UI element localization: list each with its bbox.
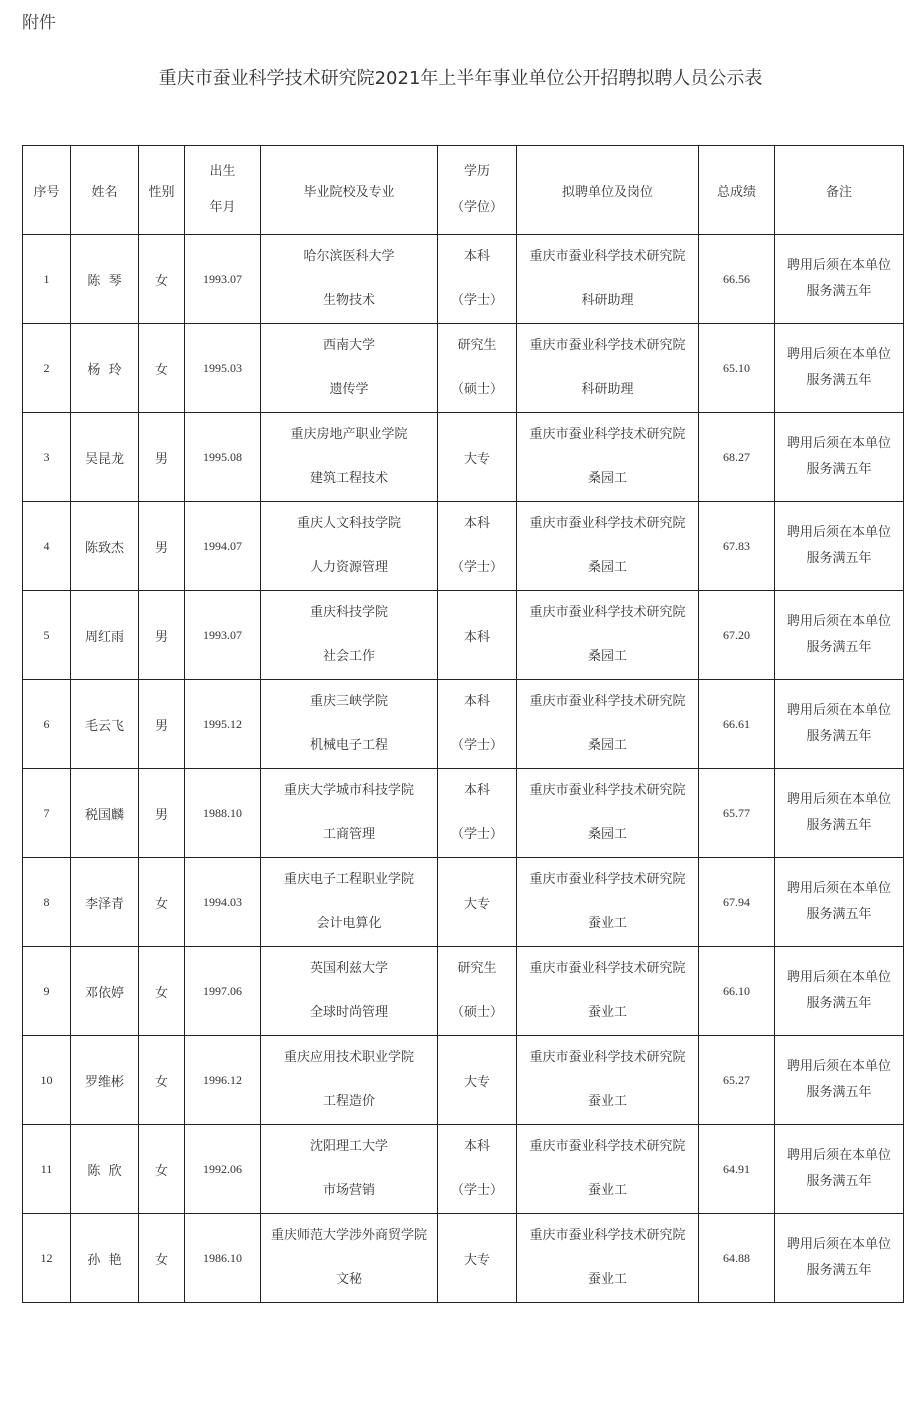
cell-note-line1: 聘用后须在本单位 xyxy=(786,1148,891,1163)
cell-major: 社会工作 xyxy=(322,649,375,664)
cell-birth: 1988.10 xyxy=(185,769,261,858)
table-row xyxy=(23,413,904,502)
cell-note-line2: 服务满五年 xyxy=(806,462,872,477)
cell-note-line1: 聘用后须在本单位 xyxy=(786,792,891,807)
cell-major: 工商管理 xyxy=(322,827,375,842)
cell-gender: 女 xyxy=(139,324,185,413)
cell-degree xyxy=(438,324,517,413)
cell-degree-level: 大专 xyxy=(463,451,490,467)
cell-degree xyxy=(438,1036,517,1125)
cell-note-line2: 服务满五年 xyxy=(806,996,872,1011)
cell-note-line1: 聘用后须在本单位 xyxy=(786,347,891,362)
cell-post: 蚕业工 xyxy=(587,1094,627,1109)
cell-school-name: 重庆大学城市科技学院 xyxy=(283,783,414,798)
cell-note-line1: 聘用后须在本单位 xyxy=(786,258,891,273)
cell-major: 全球时尚管理 xyxy=(309,1005,388,1020)
cell-name: 税国麟 xyxy=(71,769,139,858)
cell-gender: 男 xyxy=(139,413,185,502)
cell-unit-name: 重庆市蚕业科学技术研究院 xyxy=(529,427,686,442)
cell-name: 罗维彬 xyxy=(71,1036,139,1125)
cell-school-name: 重庆人文科技学院 xyxy=(296,516,401,531)
cell-school-name: 重庆师范大学涉外商贸学院 xyxy=(270,1228,427,1243)
cell-degree xyxy=(438,947,517,1036)
cell-name: 陈 琴 xyxy=(71,235,139,324)
cell-post: 蚕业工 xyxy=(587,916,627,931)
cell-degree xyxy=(438,1125,517,1214)
cell-score: 67.83 xyxy=(699,502,775,591)
cell-school xyxy=(261,769,438,858)
cell-score: 65.77 xyxy=(699,769,775,858)
cell-degree xyxy=(438,502,517,591)
cell-school xyxy=(261,858,438,947)
header-degree-line1: 学历 xyxy=(463,164,490,179)
cell-score: 66.61 xyxy=(699,680,775,769)
table-row xyxy=(23,858,904,947)
cell-gender: 女 xyxy=(139,235,185,324)
cell-post: 蚕业工 xyxy=(587,1272,627,1287)
table-row xyxy=(23,1214,904,1303)
cell-degree-level: 本科 xyxy=(463,694,490,709)
cell-degree xyxy=(438,680,517,769)
cell-index: 3 xyxy=(23,413,71,502)
cell-post: 桑园工 xyxy=(587,560,627,575)
cell-degree xyxy=(438,235,517,324)
cell-unit xyxy=(517,947,699,1036)
cell-note-line1: 聘用后须在本单位 xyxy=(786,1059,891,1074)
cell-note-line2: 服务满五年 xyxy=(806,284,872,299)
cell-unit xyxy=(517,858,699,947)
cell-unit-name: 重庆市蚕业科学技术研究院 xyxy=(529,694,686,709)
cell-major: 文秘 xyxy=(335,1272,362,1287)
page-title: 重庆市蚕业科学技术研究院2021年上半年事业单位公开招聘拟聘人员公示表 xyxy=(158,68,763,89)
header-school: 毕业院校及专业 xyxy=(261,146,438,235)
header-unit: 拟聘单位及岗位 xyxy=(517,146,699,235)
cell-school-name: 英国利兹大学 xyxy=(309,961,388,976)
cell-score: 66.10 xyxy=(699,947,775,1036)
cell-index: 4 xyxy=(23,502,71,591)
cell-school xyxy=(261,680,438,769)
cell-note xyxy=(775,680,904,769)
cell-birth: 1995.03 xyxy=(185,324,261,413)
cell-name: 邓依婷 xyxy=(71,947,139,1036)
cell-note-line1: 聘用后须在本单位 xyxy=(786,703,891,718)
cell-birth: 1992.06 xyxy=(185,1125,261,1214)
cell-unit-name: 重庆市蚕业科学技术研究院 xyxy=(529,516,686,531)
header-birth-line2: 年月 xyxy=(209,200,236,215)
cell-gender: 男 xyxy=(139,769,185,858)
table-row xyxy=(23,769,904,858)
cell-birth: 1993.07 xyxy=(185,235,261,324)
table-row xyxy=(23,1036,904,1125)
cell-name: 孙 艳 xyxy=(71,1214,139,1303)
cell-gender: 女 xyxy=(139,947,185,1036)
table-header-row xyxy=(23,146,904,235)
cell-note xyxy=(775,1036,904,1125)
cell-degree-level: 研究生 xyxy=(457,338,497,353)
cell-gender: 女 xyxy=(139,1214,185,1303)
cell-degree-level: 本科 xyxy=(463,516,490,531)
cell-major: 生物技术 xyxy=(322,293,375,308)
cell-school xyxy=(261,1214,438,1303)
cell-name: 吴昆龙 xyxy=(71,413,139,502)
cell-index: 5 xyxy=(23,591,71,680)
cell-major: 遗传学 xyxy=(329,382,369,397)
cell-note xyxy=(775,858,904,947)
table-row xyxy=(23,502,904,591)
cell-index: 6 xyxy=(23,680,71,769)
cell-birth: 1994.03 xyxy=(185,858,261,947)
cell-gender: 女 xyxy=(139,1036,185,1125)
cell-birth: 1995.12 xyxy=(185,680,261,769)
cell-unit-name: 重庆市蚕业科学技术研究院 xyxy=(529,1050,686,1065)
cell-birth: 1994.07 xyxy=(185,502,261,591)
cell-degree-sub: （学士） xyxy=(450,560,503,575)
cell-score: 65.10 xyxy=(699,324,775,413)
cell-degree-sub: （学士） xyxy=(450,738,503,753)
cell-unit xyxy=(517,235,699,324)
cell-degree-sub: （学士） xyxy=(450,1183,503,1198)
cell-index: 12 xyxy=(23,1214,71,1303)
cell-score: 67.20 xyxy=(699,591,775,680)
cell-post: 桑园工 xyxy=(587,827,627,842)
header-degree xyxy=(438,146,517,235)
cell-name: 毛云飞 xyxy=(71,680,139,769)
cell-degree-sub: （硕士） xyxy=(450,382,503,397)
header-note: 备注 xyxy=(775,146,904,235)
cell-school xyxy=(261,1125,438,1214)
cell-unit-name: 重庆市蚕业科学技术研究院 xyxy=(529,872,686,887)
table-row xyxy=(23,680,904,769)
table-row xyxy=(23,324,904,413)
table-row xyxy=(23,591,904,680)
cell-degree xyxy=(438,591,517,680)
header-score: 总成绩 xyxy=(699,146,775,235)
cell-post: 科研助理 xyxy=(581,382,634,397)
cell-unit xyxy=(517,1214,699,1303)
cell-index: 1 xyxy=(23,235,71,324)
cell-birth: 1986.10 xyxy=(185,1214,261,1303)
cell-degree-level: 研究生 xyxy=(457,961,497,976)
cell-degree xyxy=(438,1214,517,1303)
cell-degree-level: 本科 xyxy=(463,783,490,798)
cell-score: 64.91 xyxy=(699,1125,775,1214)
cell-unit-name: 重庆市蚕业科学技术研究院 xyxy=(529,961,686,976)
cell-degree xyxy=(438,769,517,858)
cell-index: 7 xyxy=(23,769,71,858)
cell-index: 11 xyxy=(23,1125,71,1214)
cell-score: 67.94 xyxy=(699,858,775,947)
cell-note xyxy=(775,1214,904,1303)
cell-note-line2: 服务满五年 xyxy=(806,551,872,566)
cell-note-line1: 聘用后须在本单位 xyxy=(786,881,891,896)
cell-unit-name: 重庆市蚕业科学技术研究院 xyxy=(529,783,686,798)
cell-score: 65.27 xyxy=(699,1036,775,1125)
cell-unit xyxy=(517,769,699,858)
cell-unit xyxy=(517,413,699,502)
cell-major: 工程造价 xyxy=(322,1094,375,1109)
cell-note-line1: 聘用后须在本单位 xyxy=(786,436,891,451)
cell-note-line2: 服务满五年 xyxy=(806,818,872,833)
cell-birth: 1996.12 xyxy=(185,1036,261,1125)
header-birth-line1: 出生 xyxy=(209,164,236,179)
cell-degree-level: 大专 xyxy=(463,896,490,912)
cell-note xyxy=(775,591,904,680)
cell-birth: 1993.07 xyxy=(185,591,261,680)
cell-note xyxy=(775,324,904,413)
cell-major: 人力资源管理 xyxy=(309,560,388,575)
cell-note xyxy=(775,502,904,591)
cell-name: 杨 玲 xyxy=(71,324,139,413)
cell-index: 2 xyxy=(23,324,71,413)
cell-unit-name: 重庆市蚕业科学技术研究院 xyxy=(529,249,686,264)
cell-major: 市场营销 xyxy=(322,1183,375,1198)
cell-note-line2: 服务满五年 xyxy=(806,1174,872,1189)
header-name: 姓名 xyxy=(71,146,139,235)
cell-post: 桑园工 xyxy=(587,738,627,753)
cell-school xyxy=(261,947,438,1036)
cell-post: 蚕业工 xyxy=(587,1183,627,1198)
cell-unit xyxy=(517,591,699,680)
cell-index: 8 xyxy=(23,858,71,947)
cell-major: 会计电算化 xyxy=(316,916,382,931)
cell-note-line1: 聘用后须在本单位 xyxy=(786,1237,891,1252)
cell-post: 科研助理 xyxy=(581,293,634,308)
cell-school-name: 重庆电子工程职业学院 xyxy=(283,872,414,887)
cell-school xyxy=(261,502,438,591)
table-row xyxy=(23,1125,904,1214)
cell-gender: 男 xyxy=(139,502,185,591)
cell-post: 蚕业工 xyxy=(587,1005,627,1020)
cell-unit xyxy=(517,1036,699,1125)
cell-school xyxy=(261,235,438,324)
cell-note xyxy=(775,947,904,1036)
cell-school-name: 西南大学 xyxy=(322,338,375,353)
cell-unit xyxy=(517,1125,699,1214)
cell-degree xyxy=(438,858,517,947)
cell-note xyxy=(775,769,904,858)
cell-name: 陈 欣 xyxy=(71,1125,139,1214)
cell-gender: 男 xyxy=(139,680,185,769)
cell-degree-level: 本科 xyxy=(463,629,490,645)
cell-note-line1: 聘用后须在本单位 xyxy=(786,614,891,629)
cell-name: 李泽青 xyxy=(71,858,139,947)
cell-major: 建筑工程技术 xyxy=(309,471,388,486)
cell-note-line2: 服务满五年 xyxy=(806,373,872,388)
cell-gender: 女 xyxy=(139,1125,185,1214)
header-index: 序号 xyxy=(23,146,71,235)
cell-birth: 1995.08 xyxy=(185,413,261,502)
cell-note xyxy=(775,235,904,324)
header-degree-line2: （学位） xyxy=(450,200,503,215)
header-gender: 性别 xyxy=(139,146,185,235)
cell-school-name: 哈尔滨医科大学 xyxy=(303,249,395,264)
cell-school xyxy=(261,324,438,413)
cell-name: 陈致杰 xyxy=(71,502,139,591)
cell-birth: 1997.06 xyxy=(185,947,261,1036)
cell-note-line1: 聘用后须在本单位 xyxy=(786,525,891,540)
cell-index: 10 xyxy=(23,1036,71,1125)
cell-school xyxy=(261,413,438,502)
cell-unit-name: 重庆市蚕业科学技术研究院 xyxy=(529,1139,686,1154)
cell-degree-sub: （学士） xyxy=(450,293,503,308)
cell-degree-level: 本科 xyxy=(463,249,490,264)
cell-score: 64.88 xyxy=(699,1214,775,1303)
cell-note-line2: 服务满五年 xyxy=(806,1263,872,1278)
cell-unit xyxy=(517,324,699,413)
cell-school-name: 重庆三峡学院 xyxy=(309,694,388,709)
cell-note-line1: 聘用后须在本单位 xyxy=(786,970,891,985)
cell-name: 周红雨 xyxy=(71,591,139,680)
cell-post: 桑园工 xyxy=(587,471,627,486)
cell-school xyxy=(261,1036,438,1125)
cell-note-line2: 服务满五年 xyxy=(806,640,872,655)
cell-unit xyxy=(517,502,699,591)
cell-school-name: 重庆房地产职业学院 xyxy=(290,427,408,442)
cell-degree-sub: （学士） xyxy=(450,827,503,842)
cell-school-name: 重庆科技学院 xyxy=(309,605,388,620)
cell-score: 68.27 xyxy=(699,413,775,502)
cell-unit-name: 重庆市蚕业科学技术研究院 xyxy=(529,605,686,620)
cell-gender: 男 xyxy=(139,591,185,680)
cell-post: 桑园工 xyxy=(587,649,627,664)
cell-school-name: 沈阳理工大学 xyxy=(309,1139,388,1154)
cell-school-name: 重庆应用技术职业学院 xyxy=(283,1050,414,1065)
cell-degree-level: 大专 xyxy=(463,1074,490,1090)
cell-index: 9 xyxy=(23,947,71,1036)
table-row xyxy=(23,235,904,324)
cell-note-line2: 服务满五年 xyxy=(806,1085,872,1100)
attachment-label: 附件 xyxy=(22,13,56,33)
cell-gender: 女 xyxy=(139,858,185,947)
cell-school xyxy=(261,591,438,680)
table-row xyxy=(23,947,904,1036)
cell-degree xyxy=(438,413,517,502)
cell-degree-level: 大专 xyxy=(463,1252,490,1268)
cell-major: 机械电子工程 xyxy=(309,738,388,753)
cell-note xyxy=(775,413,904,502)
cell-note-line2: 服务满五年 xyxy=(806,907,872,922)
cell-degree-sub: （硕士） xyxy=(450,1005,503,1020)
header-birth xyxy=(185,146,261,235)
cell-score: 66.56 xyxy=(699,235,775,324)
cell-degree-level: 本科 xyxy=(463,1139,490,1154)
cell-note xyxy=(775,1125,904,1214)
cell-unit-name: 重庆市蚕业科学技术研究院 xyxy=(529,338,686,353)
cell-unit-name: 重庆市蚕业科学技术研究院 xyxy=(529,1228,686,1243)
applicant-table xyxy=(22,145,904,1303)
cell-unit xyxy=(517,680,699,769)
cell-note-line2: 服务满五年 xyxy=(806,729,872,744)
